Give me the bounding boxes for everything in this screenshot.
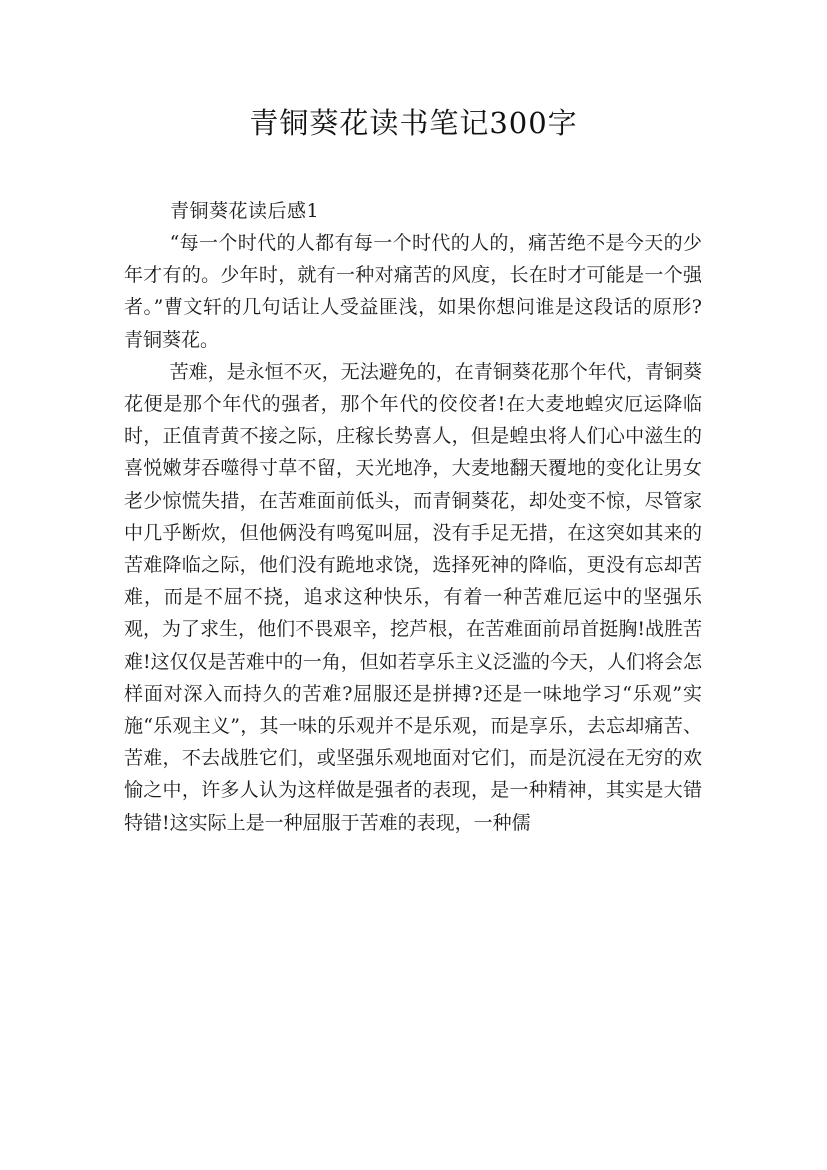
paragraph-hardship: 苦难，是永恒不灭，无法避免的，在青铜葵花那个年代，青铜葵花便是那个年代的强者，那个年代的佼佼者!在大麦地蝗灾厄运降临时，正值青黄不接之际，庄稼长势喜人，但是蝗虫将人们心中滋生的喜悦嫩芽吞噬得寸草不留，天光地净，大麦地翻天覆地的变化让男女老少惊慌失措，在苦难面前低头，而青铜葵花，却处变不惊，尽管家中几乎断炊，但他俩没有鸣冤叫屈，没有手足无措，在这突如其来的苦难降临之际，他们没有跪地求饶，选择死神的降临，更没有忘却苦难，而是不屈不挠，追求这种快乐，有着一种苦难厄运中的坚强乐观，为了求生，他们不畏艰辛，挖芦根，在苦难面前昂首挺胸!战胜苦难!这仅仅是苦难中的一角，但如若享乐主义泛滥的今天，人们将会怎样面对深入而持久的苦难?屈服还是拼搏?还是一味地学习“乐观”实施“乐观主义”，其一味的乐观并不是乐观，而是享乐，去忘却痛苦、苦难，不去战胜它们，或坚强乐观地面对它们，而是沉浸在无穷的欢愉之中，许多人认为这样做是强者的表现，是一种精神，其实是大错特错!这实际上是一种屈服于苦难的表现，一种儒 — [124, 360, 702, 834]
paragraph-quote: “每一个时代的人都有每一个时代的人的，痛苦绝不是今天的少年才有的。少年时，就有一种对痛苦的风度，长在时才可能是一个强者。”曹文轩的几句话让人受益匪浅，如果你想问谁是这段话的原形?青铜葵花。 — [124, 232, 702, 351]
section-heading: 青铜葵花读后感1 — [170, 200, 320, 222]
document-body — [124, 196, 702, 839]
document-title: 青铜葵花读书笔记300字 — [249, 106, 578, 140]
